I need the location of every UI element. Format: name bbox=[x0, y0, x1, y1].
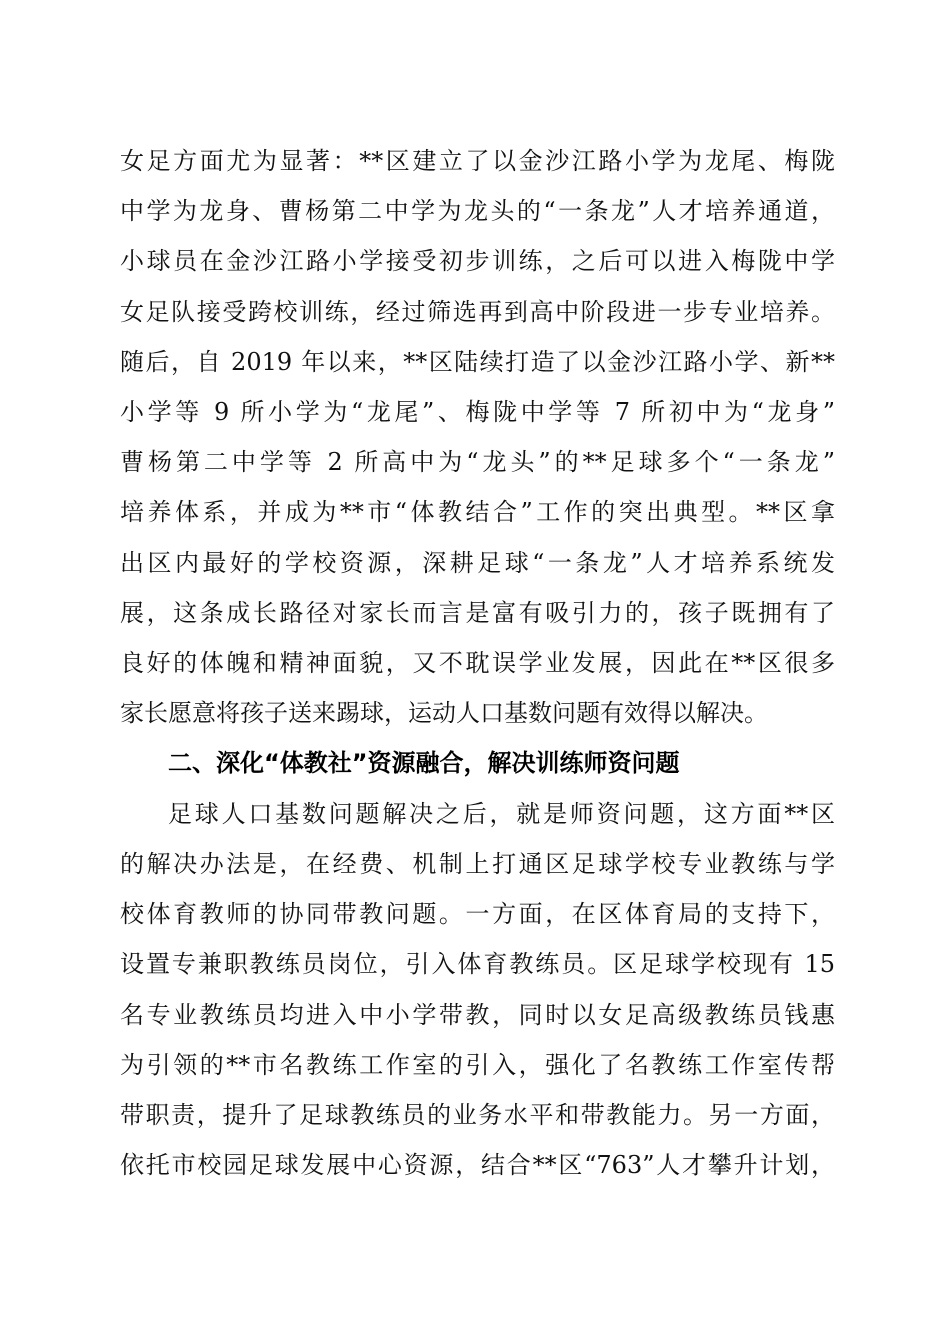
paragraph-1-line-7: 曹杨第二中学等 2 所高中为“龙头”的**足球多个“一条龙” bbox=[120, 448, 835, 476]
paragraph-1-line-9: 出区内最好的学校资源，深耕足球“一条龙”人才培养系统发 bbox=[120, 549, 835, 577]
paragraph-1-line-3: 小球员在金沙江路小学接受初步训练，之后可以进入梅陇中学 bbox=[120, 247, 835, 275]
paragraph-1-line-4: 女足队接受跨校训练，经过筛选再到高中阶段进一步专业培养。 bbox=[120, 298, 835, 326]
section-heading: 二、深化“体教社”资源融合，解决训练师资问题 bbox=[168, 749, 680, 777]
paragraph-1-line-12: 家长愿意将孩子送来踢球，运动人口基数问题有效得以解决。 bbox=[120, 699, 768, 727]
paragraph-2-line-8: 依托市校园足球发展中心资源，结合**区“763”人才攀升计划， bbox=[120, 1151, 835, 1179]
paragraph-2-line-4: 设置专兼职教练员岗位，引入体育教练员。区足球学校现有 15 bbox=[120, 950, 835, 978]
paragraph-1-line-6: 小学等 9 所小学为“龙尾”、梅陇中学等 7 所初中为“龙身” bbox=[120, 398, 835, 426]
paragraph-1-line-2: 中学为龙身、曹杨第二中学为龙头的“一条龙”人才培养通道， bbox=[120, 197, 835, 225]
paragraph-1-line-5: 随后，自 2019 年以来，**区陆续打造了以金沙江路小学、新** bbox=[120, 348, 835, 376]
paragraph-2-line-2: 的解决办法是，在经费、机制上打通区足球学校专业教练与学 bbox=[120, 850, 835, 878]
paragraph-1-line-10: 展，这条成长路径对家长而言是富有吸引力的，孩子既拥有了 bbox=[120, 599, 835, 627]
paragraph-1-line-1: 女足方面尤为显著：**区建立了以金沙江路小学为龙尾、梅陇 bbox=[120, 147, 835, 175]
paragraph-2-line-6: 为引领的**市名教练工作室的引入，强化了名教练工作室传帮 bbox=[120, 1051, 835, 1079]
paragraph-2-line-3: 校体育教师的协同带教问题。一方面，在区体育局的支持下， bbox=[120, 900, 835, 928]
paragraph-1-line-11: 良好的体魄和精神面貌，又不耽误学业发展，因此在**区很多 bbox=[120, 649, 835, 677]
paragraph-2-line-1: 足球人口基数问题解决之后，就是师资问题，这方面**区 bbox=[168, 800, 835, 828]
paragraph-2-line-5: 名专业教练员均进入中小学带教，同时以女足高级教练员钱惠 bbox=[120, 1001, 835, 1029]
paragraph-1-line-8: 培养体系，并成为**市“体教结合”工作的突出典型。**区拿 bbox=[120, 498, 835, 526]
paragraph-2-line-7: 带职责，提升了足球教练员的业务水平和带教能力。另一方面， bbox=[120, 1101, 835, 1129]
